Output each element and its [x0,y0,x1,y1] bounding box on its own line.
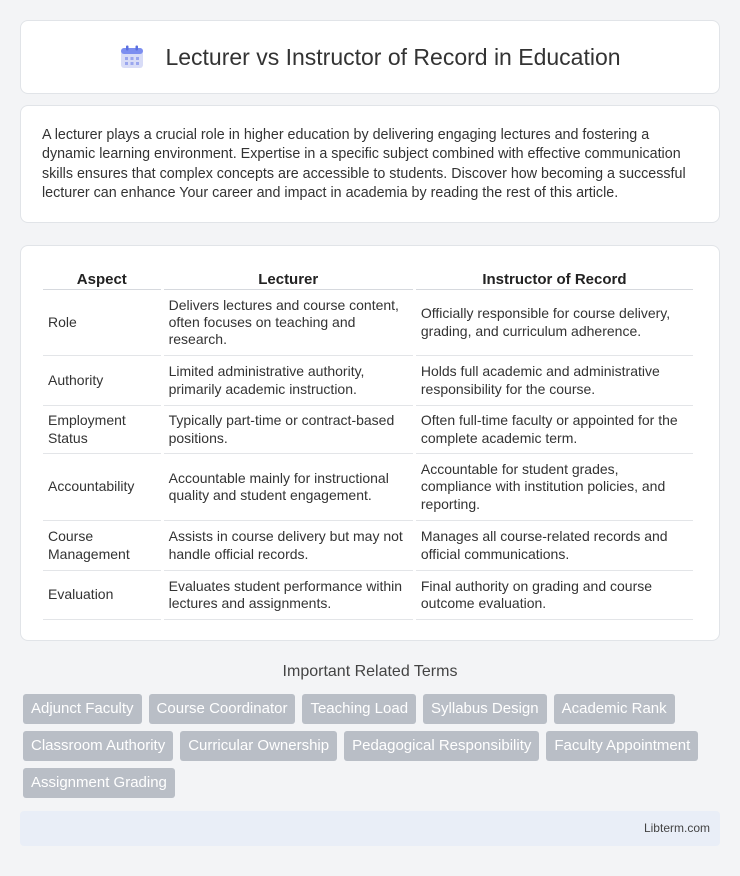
table-row [43,521,693,571]
cell-lecturer: Delivers lectures and course content, often focuses on teaching and research. [164,290,413,356]
table-row [43,406,693,454]
cell-aspect: Role [43,290,161,356]
cell-instructor: Manages all course-related records and official communications. [416,521,693,571]
footer-site-link[interactable]: Libterm.com [643,821,710,835]
intro-text: A lecturer plays a crucial role in higher education by delivering engaging lectures and fostering a dynamic learning environment. Expertise in a specific subject combined with effective communication skills ensures that complex concepts are accessible to students. Discover how becoming a successful lecturer can enhance Your career and impact in academia by reading the rest of this article. [42,127,686,202]
related-terms-list [23,694,723,798]
header-aspect: Aspect [43,266,161,290]
comparison-table [40,266,696,620]
table-row [43,454,693,521]
related-term-tag[interactable]: Curricular Ownership [180,731,337,761]
table-header-row [43,266,693,290]
cell-lecturer: Limited administrative authority, primarily academic instruction. [164,356,413,406]
cell-lecturer: Evaluates student performance within lectures and assignments. [164,571,413,620]
page-title: Lecturer vs Instructor of Record in Education [165,43,621,70]
related-term-tag[interactable]: Classroom Authority [23,731,173,761]
table-row [43,356,693,406]
cell-instructor: Officially responsible for course delivery, grading, and curriculum adherence. [416,290,693,356]
header-lecturer: Lecturer [164,266,413,290]
cell-aspect: Employment Status [43,406,161,454]
related-terms-title: Important Related Terms [282,663,458,680]
comparison-table-card [20,245,720,641]
cell-aspect: Authority [43,356,161,406]
table-row [43,571,693,620]
related-term-tag[interactable]: Faculty Appointment [546,731,698,761]
cell-instructor: Holds full academic and administrative responsibility for the course. [416,356,693,406]
cell-instructor: Often full-time faculty or appointed for the complete academic term. [416,406,693,454]
related-term-tag[interactable]: Teaching Load [302,694,416,724]
cell-lecturer: Typically part-time or contract-based positions. [164,406,413,454]
cell-lecturer: Assists in course delivery but may not handle official records. [164,521,413,571]
calendar-icon [119,44,145,70]
cell-instructor: Final authority on grading and course outcome evaluation. [416,571,693,620]
related-term-tag[interactable]: Course Coordinator [149,694,296,724]
cell-lecturer: Accountable mainly for instructional quality and student engagement. [164,454,413,521]
related-term-tag[interactable]: Assignment Grading [23,768,175,798]
table-row [43,290,693,356]
related-term-tag[interactable]: Adjunct Faculty [23,694,142,724]
cell-instructor: Accountable for student grades, compliance with institution policies, and reporting. [416,454,693,521]
related-term-tag[interactable]: Pedagogical Responsibility [344,731,539,761]
cell-aspect: Accountability [43,454,161,521]
intro-card [20,105,720,223]
header-instructor: Instructor of Record [416,266,693,290]
footer [20,811,720,846]
cell-aspect: Course Management [43,521,161,571]
header-card [20,20,720,94]
related-term-tag[interactable]: Syllabus Design [423,694,547,724]
related-term-tag[interactable]: Academic Rank [554,694,675,724]
cell-aspect: Evaluation [43,571,161,620]
